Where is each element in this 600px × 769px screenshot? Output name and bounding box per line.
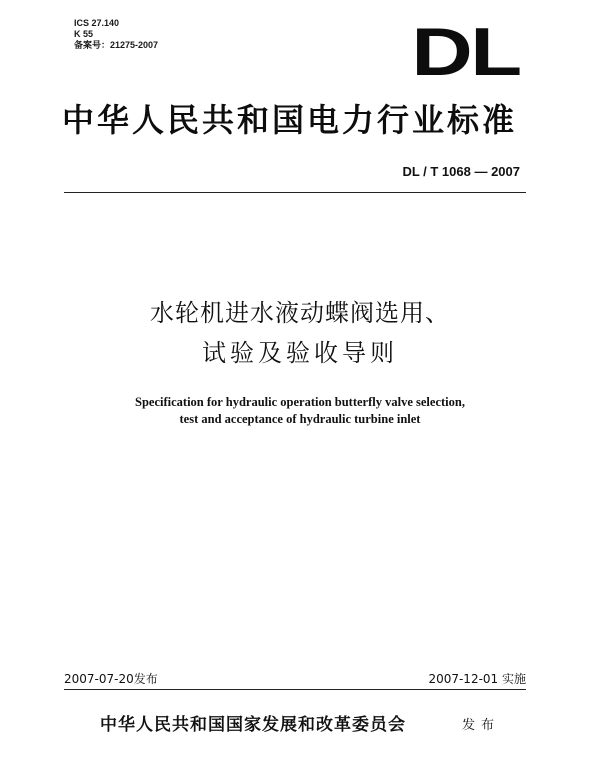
ics-code: ICS 27.140: [74, 18, 120, 28]
dl-logo: DL: [411, 14, 520, 90]
ccs-code: K 55: [74, 29, 94, 39]
bottom-divider: [64, 689, 526, 690]
standard-number: DL / T 1068 — 2007: [402, 164, 520, 179]
issuing-authority: 中华人民共和国国家发展和改革委员会: [100, 715, 406, 735]
title-english-line2: test and acceptance of hydraulic turbine inlet: [179, 412, 421, 426]
issue-date: 2007-07-20发布: [64, 672, 158, 686]
top-divider: [64, 192, 526, 193]
industry-standard-heading: 中华人民共和国电力行业标准: [62, 101, 518, 139]
title-chinese-line1: 水轮机进水液动蝶阀选用、: [150, 299, 450, 327]
implementation-date: 2007-12-01 实施: [428, 672, 526, 686]
title-english-line1: Specification for hydraulic operation butterfly valve selection,: [135, 395, 465, 409]
title-chinese-line2: 试验及验收导则: [202, 339, 398, 367]
filing-number: 备案号：21275-2007: [74, 40, 159, 50]
issued-label: 发布: [462, 718, 501, 733]
